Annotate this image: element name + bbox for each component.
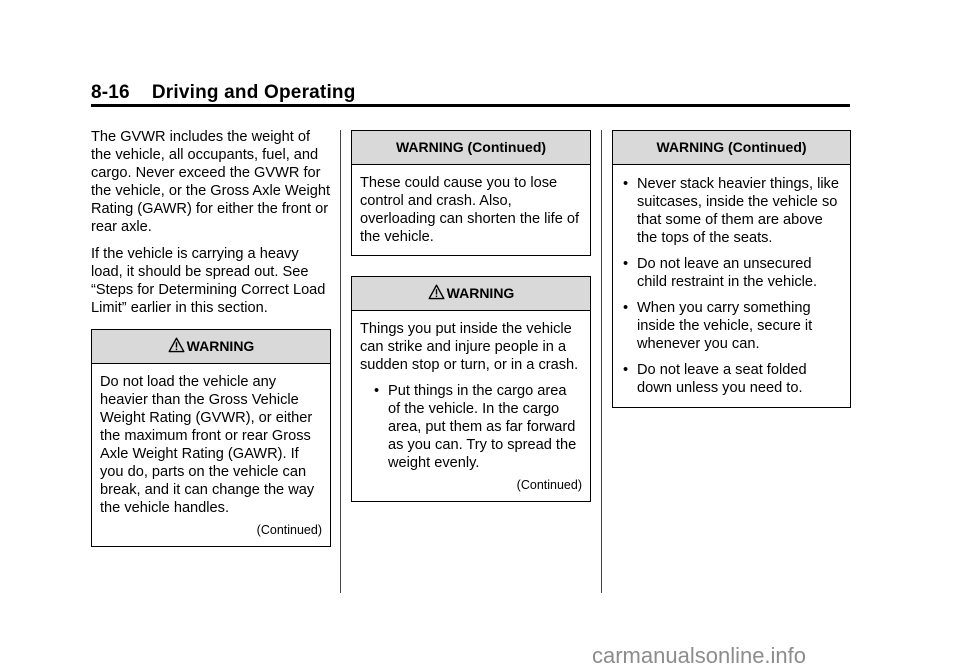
warning-title: WARNING (Continued) [395, 139, 547, 155]
warning-icon [428, 284, 445, 300]
continued-label: (Continued) [256, 523, 322, 537]
bullet-glyph: • [623, 300, 629, 316]
header-rule [91, 104, 850, 107]
bullet-glyph: • [374, 383, 380, 399]
warning-text: Things you put inside the vehicle can strike and injure people in a sudden stop or turn, or in a crash. [360, 321, 579, 373]
section-title: Driving and Operating [151, 82, 356, 103]
warning-body [352, 311, 590, 501]
warning-body [92, 364, 330, 546]
page-number: 8-16 [91, 82, 130, 103]
warning-text: Do not load the vehicle any heavier than the Gross Vehicle Weight Rating (GVWR), or either the maximum front or rear Gross Axle Weight Rating (GAWR). If you do, parts on the vehicle can break, and it can change the way the vehicle handles. [100, 374, 315, 516]
list-item: • Do not leave a seat folded down unless you need to. [623, 362, 807, 396]
paragraph-gvwr: The GVWR includes the weight of the vehicle, all occupants, fuel, and cargo. Never exceed the GVWR for the vehicle, or the Gross Axle Weight Rating (GAWR) for either the front or rear axle. [91, 129, 331, 235]
warning-body [352, 165, 590, 255]
list-item: • Put things in the cargo area of the vehicle. In the cargo area, put them as far forward as you can. Try to spread the weight evenly. [374, 383, 577, 471]
warning-icon [168, 337, 185, 353]
warning-header [613, 131, 850, 165]
warning-header [92, 330, 330, 364]
column-divider-2 [601, 130, 602, 593]
continued-label: (Continued) [516, 478, 582, 492]
list-item: • When you carry something inside the vehicle, secure it whenever you can. [623, 300, 813, 352]
column-divider-1 [340, 130, 341, 593]
warning-box-load [91, 329, 331, 547]
watermark: carmanualsonline.info [592, 643, 807, 668]
warning-box-continued [351, 130, 591, 256]
bullet-glyph: • [623, 362, 629, 378]
warning-box-continued [612, 130, 851, 408]
list-item: • Do not leave an unsecured child restraint in the vehicle. [623, 256, 818, 290]
warning-body [613, 165, 850, 407]
warning-header [352, 277, 590, 311]
warning-text: These could cause you to lose control and crash. Also, overloading can shorten the life of the vehicle. [360, 175, 580, 245]
list-item: • Never stack heavier things, like suitcases, inside the vehicle so that some of them are above the tops of the seats. [623, 176, 839, 246]
bullet-list [360, 382, 582, 472]
warning-box-cargo [351, 276, 591, 502]
column-2 [351, 130, 591, 502]
bullet-glyph: • [623, 176, 629, 192]
bullet-list [621, 175, 842, 397]
warning-title: WARNING [186, 338, 255, 354]
column-3 [612, 130, 851, 408]
column-1 [91, 128, 331, 547]
warning-title: WARNING (Continued) [656, 139, 807, 155]
warning-header [352, 131, 590, 165]
bullet-glyph: • [623, 256, 629, 272]
page-header [91, 82, 356, 104]
paragraph-heavy-load: If the vehicle is carrying a heavy load, it should be spread out. See “Steps for Determining Correct Load Limit” earlier in this section. [91, 246, 326, 316]
warning-title: WARNING [446, 285, 515, 301]
